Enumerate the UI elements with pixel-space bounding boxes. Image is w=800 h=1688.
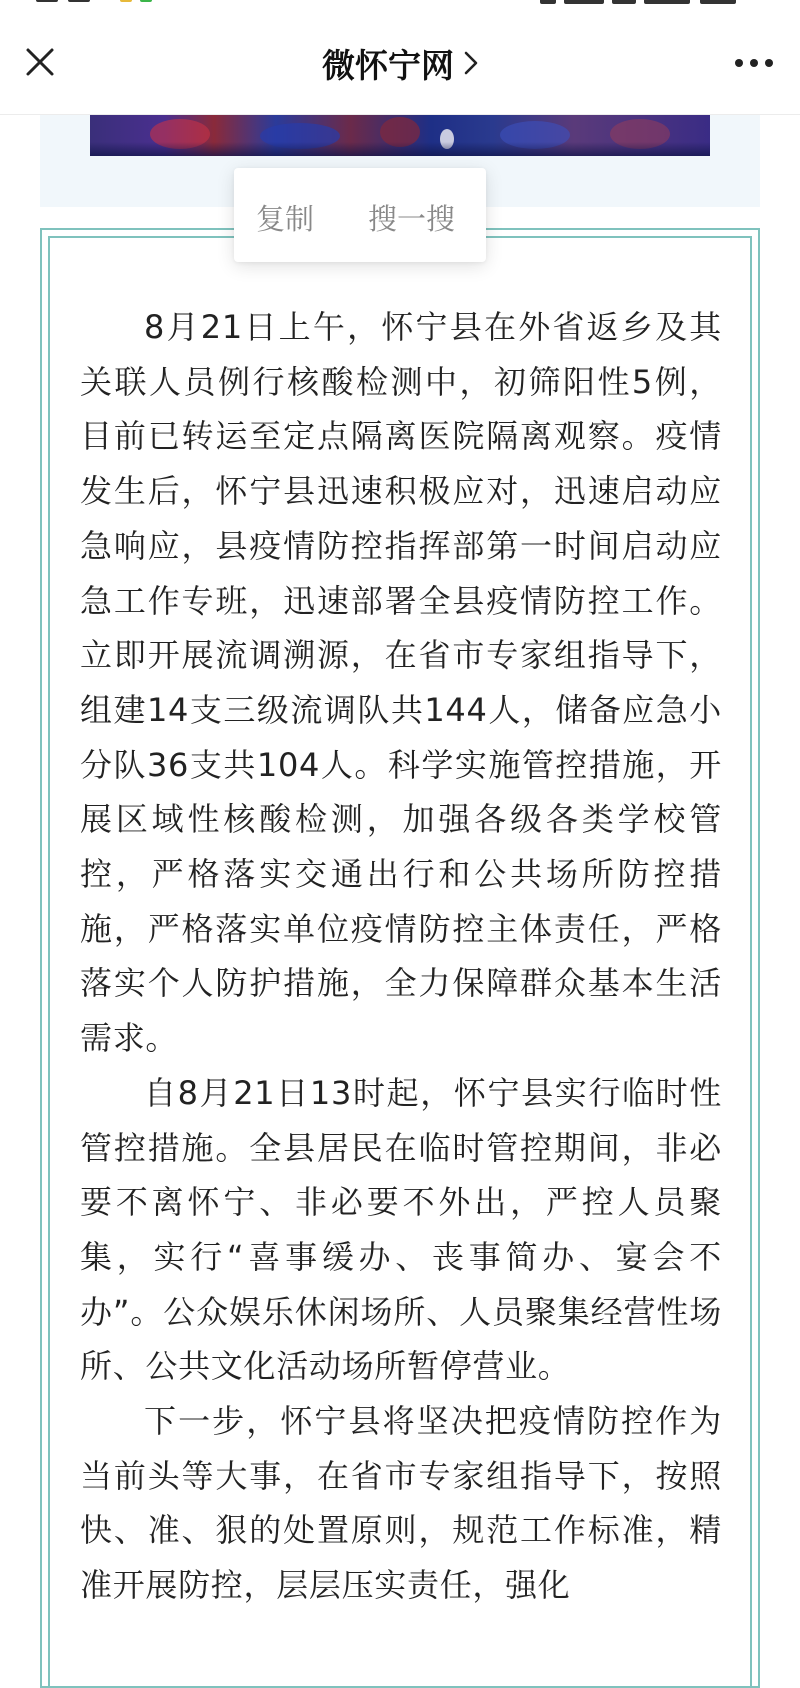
search-button[interactable]: 搜一搜: [368, 202, 456, 236]
banner-photo: [90, 115, 710, 156]
close-icon: [25, 47, 55, 77]
copy-button[interactable]: 复制: [256, 202, 315, 236]
account-title-link[interactable]: [200, 38, 600, 88]
more-button[interactable]: [724, 38, 784, 88]
chevron-right-icon: [464, 51, 478, 75]
article-paragraph: 8月21日上午，怀宁县在外省返乡及其关联人员例行核酸检测中，初筛阳性5例，目前已转运至定点隔离医院隔离观察。疫情发生后，怀宁县迅速积极应对，迅速启动应急响应，县疫情防控指挥部第一时间启动应急工作专班，迅速部署全县疫情防控工作。立即开展流调溯源，在省市专家组指导下，组建14支三级流调队共144人，储备应急小分队36支共104人。科学实施管控措施，开展区域性核酸检测，加强各级各类学校管控，严格落实交通出行和公共场所防控措施，严格落实单位疫情防控主体责任，严格落实个人防护措施，全力保障群众基本生活需求。: [80, 308, 722, 1058]
text-context-menu: [234, 168, 486, 262]
article-paragraph: 下一步，怀宁县将坚决把疫情防控作为当前头等大事，在省市专家组指导下，按照快、准、狠的处置原则，规范工作标准，精准开展防控，层层压实责任，强化: [80, 1402, 722, 1605]
status-bar-right-icons: [540, 0, 760, 6]
nav-bar: [0, 8, 800, 115]
status-bar: [0, 0, 800, 8]
close-button[interactable]: [14, 36, 66, 88]
article-paragraph: 自8月21日13时起，怀宁县实行临时性管控措施。全县居民在临时管控期间，非必要不离怀宁、非必要不外出，严控人员聚集，实行“喜事缓办、丧事简办、宴会不办”。公众娱乐休闲场所、人员聚集经营性场所、公共文化活动场所暂停营业。: [80, 1073, 722, 1386]
status-bar-left-icons: [36, 0, 156, 6]
more-horizontal-icon: [734, 58, 774, 68]
article-body: [80, 300, 722, 1613]
page-title: 微怀宁网: [322, 45, 454, 85]
